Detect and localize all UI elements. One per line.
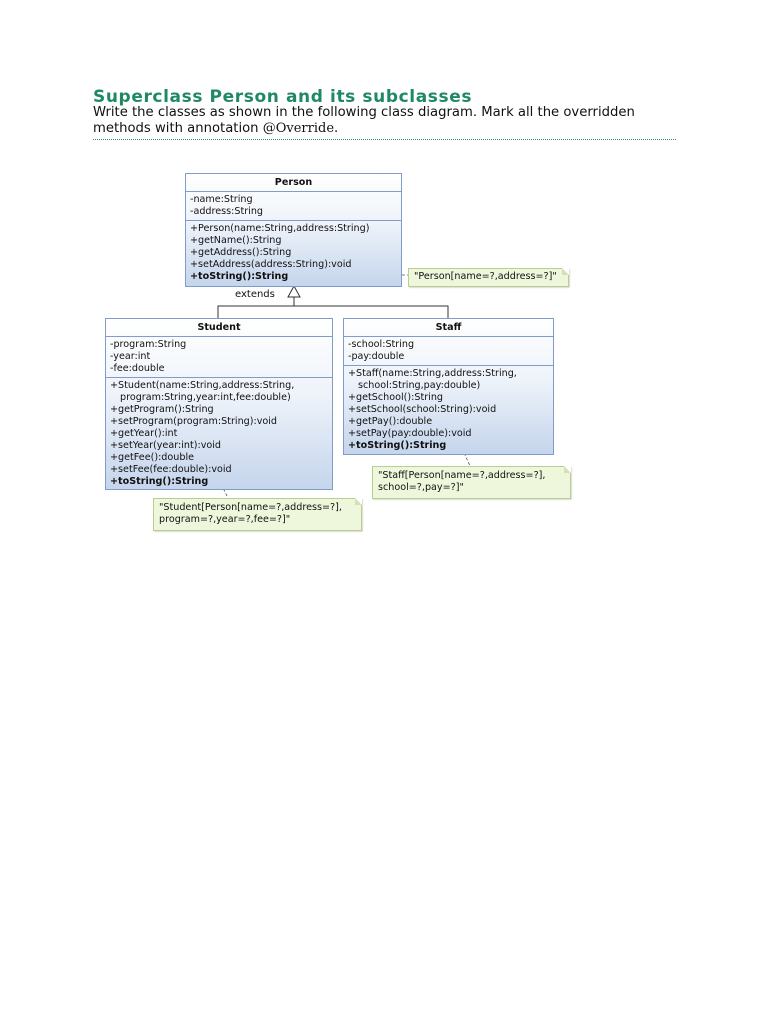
student-fields bbox=[106, 337, 332, 378]
person-class-name: Person bbox=[186, 174, 401, 192]
staff-tostring-note bbox=[372, 466, 571, 499]
person-fields bbox=[186, 192, 401, 221]
staff-method: +getSchool():String bbox=[348, 392, 443, 403]
staff-method: school:String,pay:double) bbox=[358, 380, 481, 391]
student-method: +setProgram(program:String):void bbox=[110, 416, 278, 427]
person-method: +getName():String bbox=[190, 235, 282, 246]
student-method: +getProgram():String bbox=[110, 404, 214, 415]
person-field: -address:String bbox=[190, 206, 264, 217]
staff-field: -school:String bbox=[348, 339, 415, 350]
staff-methods bbox=[344, 366, 553, 454]
student-field: -program:String bbox=[110, 339, 187, 350]
staff-field: -pay:double bbox=[348, 351, 405, 362]
student-method: +getYear():int bbox=[110, 428, 178, 439]
inheritance-arrowhead bbox=[288, 286, 300, 297]
student-method: +getFee():double bbox=[110, 452, 195, 463]
student-method: +Student(name:String,address:String, bbox=[110, 380, 295, 391]
student-note-line: program=?,year=?,fee=?]" bbox=[159, 514, 291, 525]
staff-method: +getPay():double bbox=[348, 416, 433, 427]
staff-class-name: Staff bbox=[344, 319, 553, 337]
student-class-box bbox=[105, 318, 333, 490]
person-note-text: "Person[name=?,address=?]" bbox=[414, 271, 557, 282]
staff-note-line: "Staff[Person[name=?,address=?], bbox=[378, 470, 546, 481]
person-method: +getAddress():String bbox=[190, 247, 292, 258]
staff-note-line: school=?,pay=?]" bbox=[378, 482, 464, 493]
override-annotation: @Override bbox=[262, 121, 335, 136]
student-methods bbox=[106, 378, 332, 490]
student-method: program:String,year:int,fee:double) bbox=[120, 392, 291, 403]
intro-end: . bbox=[334, 121, 339, 136]
staff-method: +setSchool(school:String):void bbox=[348, 404, 497, 415]
person-class-box bbox=[185, 173, 402, 287]
extends-label: extends bbox=[235, 289, 275, 300]
student-field: -year:int bbox=[110, 351, 151, 362]
person-method-tostring: +toString():String bbox=[190, 271, 289, 282]
staff-class-box bbox=[343, 318, 554, 455]
student-method: +setFee(fee:double):void bbox=[110, 464, 232, 475]
inheritance-line-student bbox=[218, 297, 294, 318]
staff-method: +setPay(pay:double):void bbox=[348, 428, 472, 439]
student-class-name: Student bbox=[106, 319, 332, 337]
person-tostring-note bbox=[408, 268, 569, 287]
student-method: +setYear(year:int):void bbox=[110, 440, 222, 451]
intro-text: Write the classes as shown in the following class diagram. Mark all the overridden methods with annotation bbox=[93, 105, 635, 136]
student-field: -fee:double bbox=[110, 363, 165, 374]
student-note-line: "Student[Person[name=?,address=?], bbox=[159, 502, 342, 513]
person-field: -name:String bbox=[190, 194, 253, 205]
staff-method: +Staff(name:String,address:String, bbox=[348, 368, 517, 379]
staff-method-tostring: +toString():String bbox=[348, 440, 447, 451]
student-tostring-note bbox=[153, 498, 362, 531]
person-methods bbox=[186, 221, 401, 285]
staff-fields bbox=[344, 337, 553, 366]
student-method-tostring: +toString():String bbox=[110, 476, 209, 487]
page-heading: Superclass Person and its subclasses bbox=[93, 87, 473, 107]
person-method: +Person(name:String,address:String) bbox=[190, 223, 370, 234]
person-method: +setAddress(address:String):void bbox=[190, 259, 352, 270]
inheritance-line-staff bbox=[294, 306, 448, 318]
